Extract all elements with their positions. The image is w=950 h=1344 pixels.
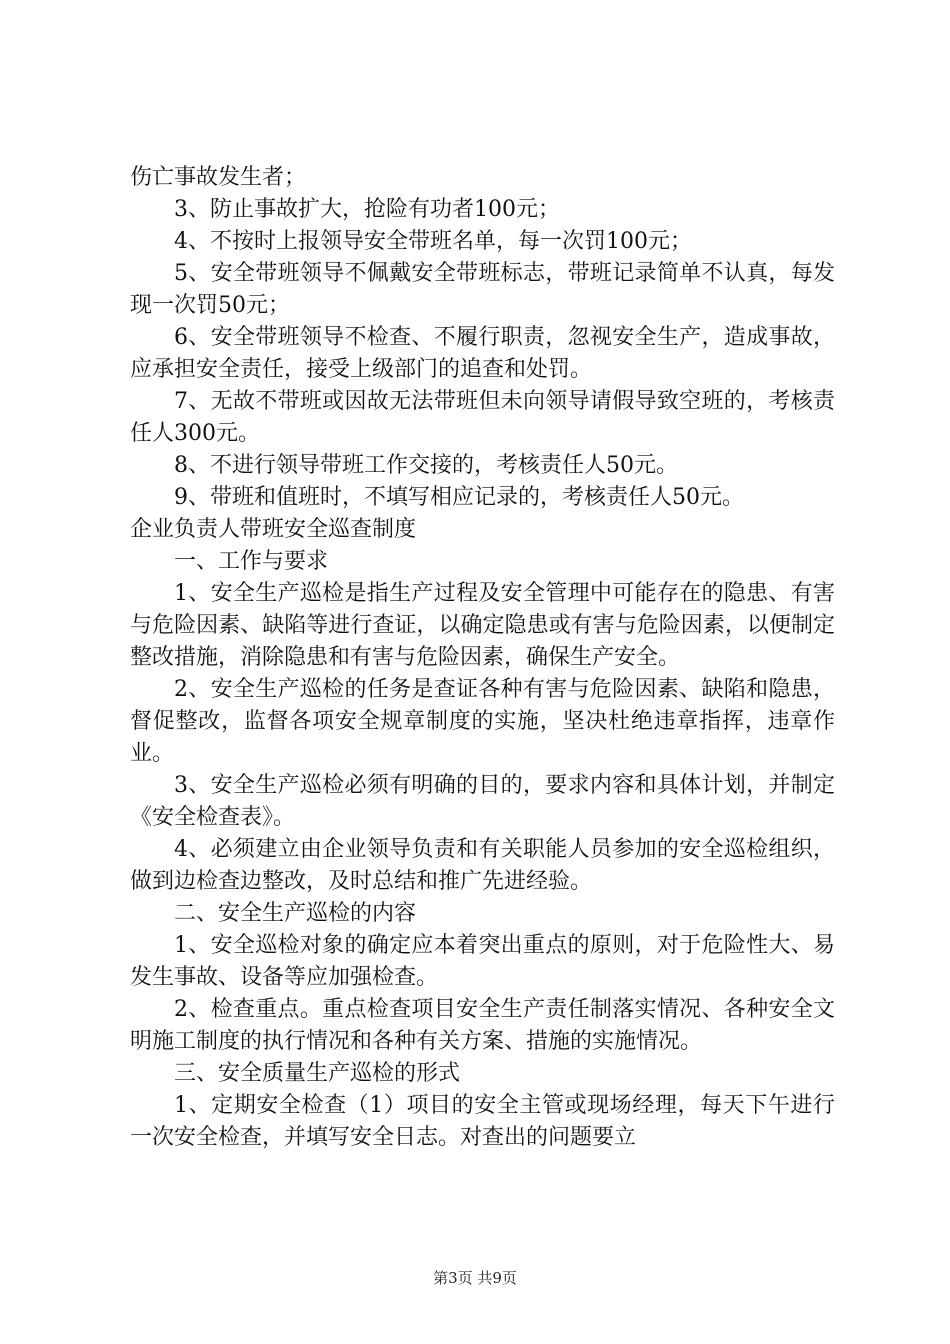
- paragraph: 4、必须建立由企业领导负责和有关职能人员参加的安全巡检组织，做到边检查边整改，及时总结和推广先进经验。: [130, 837, 835, 894]
- paragraph: 3、防止事故扩大，抢险有功者100元；: [174, 197, 560, 222]
- paragraph: 8、不进行领导带班工作交接的，考核责任人50元。: [174, 453, 678, 478]
- paragraph: 3、安全生产巡检必须有明确的目的，要求内容和具体计划，并制定《安全检查表》。: [130, 773, 835, 830]
- paragraph: 企业负责人带班安全巡查制度: [130, 517, 417, 542]
- paragraph: 三、安全质量生产巡检的形式: [174, 1061, 461, 1086]
- document-body: [130, 162, 835, 1154]
- paragraph: 2、检查重点。重点检查项目安全生产责任制落实情况、各种安全文明施工制度的执行情况和各种有关方案、措施的实施情况。: [130, 997, 835, 1054]
- paragraph: 6、安全带班领导不检查、不履行职责，忽视安全生产，造成事故，应承担安全责任，接受上级部门的追查和处罚。: [130, 325, 835, 382]
- paragraph: 伤亡事故发生者；: [130, 165, 307, 190]
- paragraph: 7、无故不带班或因故无法带班但未向领导请假导致空班的，考核责任人300元。: [130, 389, 835, 446]
- page-footer: 第3页 共9页: [433, 1269, 517, 1287]
- paragraph: 2、安全生产巡检的任务是查证各种有害与危险因素、缺陷和隐患，督促整改，监督各项安全规章制度的实施，坚决杜绝违章指挥，违章作业。: [130, 677, 835, 766]
- paragraph: 5、安全带班领导不佩戴安全带班标志，带班记录简单不认真，每发现一次罚50元；: [130, 261, 835, 318]
- paragraph: 1、安全生产巡检是指生产过程及安全管理中可能存在的隐患、有害与危险因素、缺陷等进行查证，以确定隐患或有害与危险因素，以便制定整改措施，消除隐患和有害与危险因素，确保生产安全。: [130, 581, 835, 670]
- paragraph: 一、工作与要求: [174, 549, 329, 574]
- paragraph: 二、安全生产巡检的内容: [174, 901, 417, 926]
- paragraph: 4、不按时上报领导安全带班名单，每一次罚100元；: [174, 229, 692, 254]
- paragraph: 1、定期安全检查（1）项目的安全主管或现场经理，每天下午进行一次安全检查，并填写安全日志。对查出的问题要立: [130, 1093, 835, 1150]
- paragraph: 1、安全巡检对象的确定应本着突出重点的原则，对于危险性大、易发生事故、设备等应加强检查。: [130, 933, 835, 990]
- paragraph: 9、带班和值班时，不填写相应记录的，考核责任人50元。: [174, 485, 744, 510]
